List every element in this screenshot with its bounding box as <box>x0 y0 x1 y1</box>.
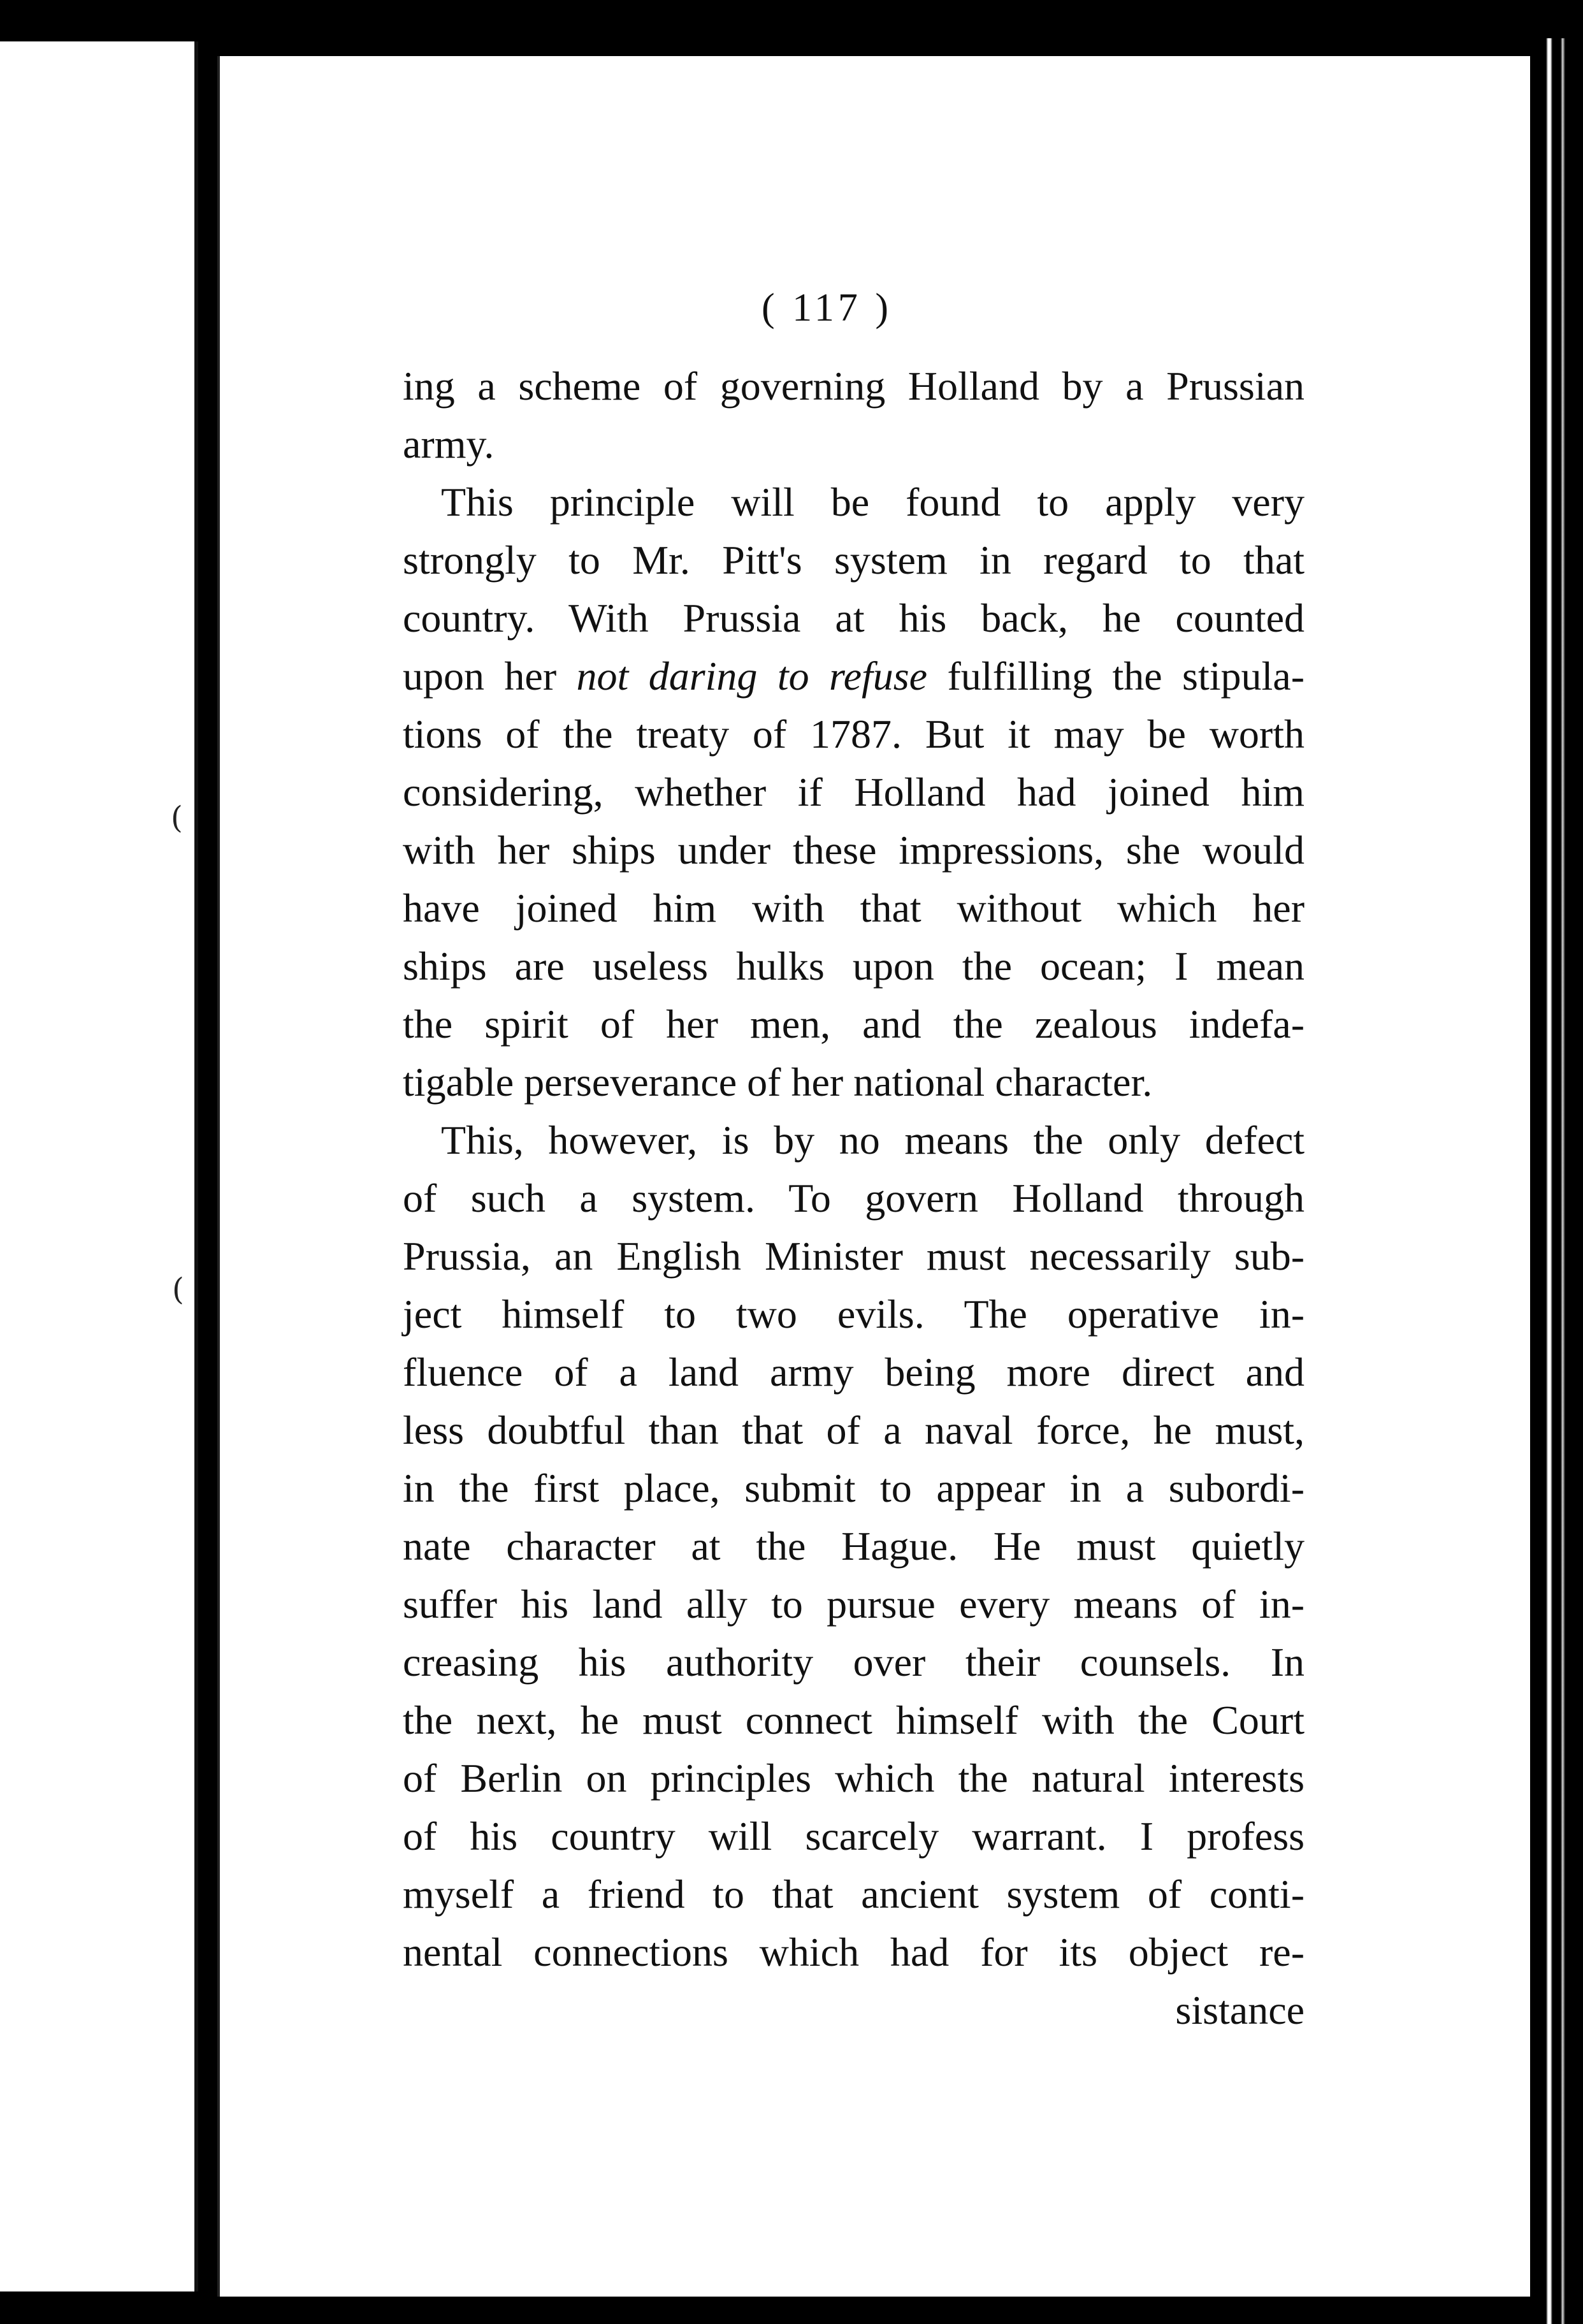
text-line: of such a system. To govern Holland through <box>403 1175 1305 1221</box>
text-line: of Berlin on principles which the natural interests <box>403 1755 1305 1801</box>
text-line: considering, whether if Holland had joined him <box>403 769 1305 815</box>
margin-mark-1: ( <box>171 800 183 836</box>
text-line: nate character at the Hague. He must quietly <box>403 1523 1305 1569</box>
text-line: country. With Prussia at his back, he counted <box>403 595 1305 641</box>
text-line: the next, he must connect himself with the Court <box>403 1697 1305 1743</box>
text-span: fulfilling the stipula- <box>927 653 1305 699</box>
body-text <box>403 357 1305 2039</box>
text-line: less doubtful than that of a naval force, he must, <box>403 1407 1305 1453</box>
left-page-edge <box>0 41 198 2291</box>
text-line <box>403 647 1305 705</box>
text-line: myself a friend to that ancient system of conti- <box>403 1871 1305 1917</box>
page-edge-right <box>1530 38 1583 2324</box>
text-line: strongly to Mr. Pitt's system in regard to that <box>403 537 1305 583</box>
text-line: in the first place, submit to appear in a subordi- <box>403 1465 1305 1511</box>
text-line: have joined him with that without which her <box>403 885 1305 931</box>
text-line: ships are useless hulks upon the ocean; I mean <box>403 943 1305 989</box>
text-line: sistance <box>1175 1987 1305 2033</box>
text-line: tions of the treaty of 1787. But it may be worth <box>403 711 1305 757</box>
text-line: creasing his authority over their counsels. In <box>403 1639 1305 1685</box>
text-line: suffer his land ally to pursue every means of in- <box>403 1581 1305 1627</box>
book-gutter <box>198 0 217 2324</box>
page-number: ( 117 ) <box>762 286 892 330</box>
text-line: the spirit of her men, and the zealous indefa- <box>403 1001 1305 1047</box>
text-line: tigable perseverance of her national character. <box>403 1059 1153 1105</box>
text-line: nental connections which had for its object re- <box>403 1929 1305 1975</box>
text-line: with her ships under these impressions, she would <box>403 827 1305 873</box>
text-line: This, however, is by no means the only defect <box>441 1117 1305 1163</box>
text-line: ject himself to two evils. The operative in- <box>403 1291 1305 1337</box>
text-span: upon her <box>403 653 577 699</box>
text-line: This principle will be found to apply very <box>441 479 1305 525</box>
text-line: of his country will scarcely warrant. I profess <box>403 1813 1305 1859</box>
italic-phrase: not daring to refuse <box>576 653 928 699</box>
text-line: Prussia, an English Minister must necessarily sub- <box>403 1233 1305 1279</box>
margin-mark-2: ( <box>172 1272 184 1307</box>
text-line: army. <box>403 421 495 467</box>
text-line: ing a scheme of governing Holland by a Prussian <box>403 363 1305 409</box>
text-line: fluence of a land army being more direct and <box>403 1349 1305 1395</box>
